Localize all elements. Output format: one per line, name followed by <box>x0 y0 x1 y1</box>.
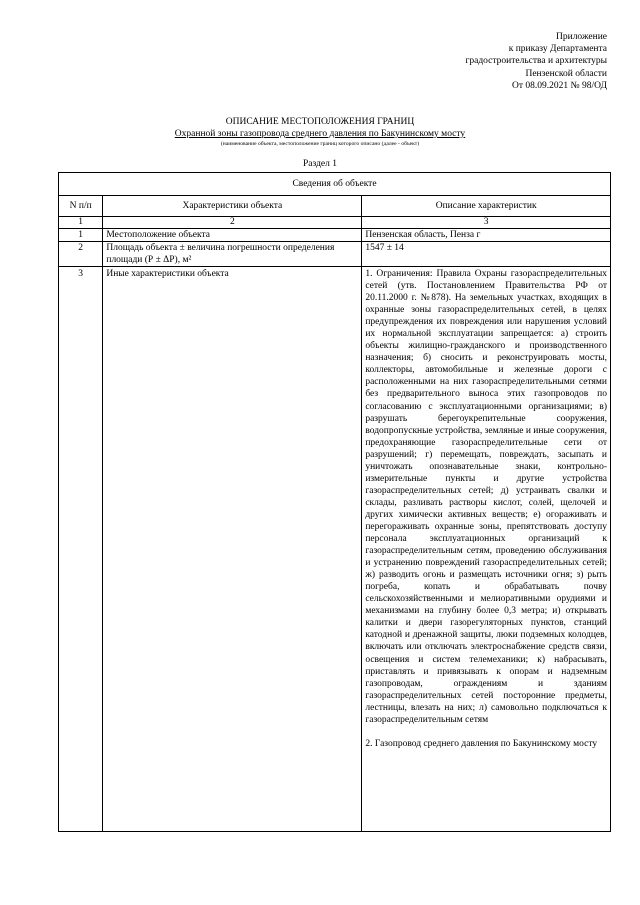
table-row <box>59 229 611 242</box>
column-number: 3 <box>362 217 611 229</box>
section-heading: Раздел 1 <box>303 159 337 169</box>
row-description: Пензенская область, Пенза г <box>362 229 611 242</box>
column-number: 2 <box>103 217 362 229</box>
appendix-block <box>465 31 607 92</box>
row-characteristic: Местоположение объекта <box>103 229 362 242</box>
table-column-numbers-row <box>59 217 611 229</box>
row-number: 2 <box>59 242 103 267</box>
appendix-order-line: От 08.09.2021 № 98/ОД <box>512 80 607 91</box>
table-caption: Сведения об объекте <box>59 173 611 196</box>
row-characteristic: Площадь объекта ± величина погрешности определения площади (Р ± ΔР), м² <box>103 242 362 267</box>
header-description: Описание характеристик <box>362 196 611 217</box>
object-note: (наименование объекта, местоположение границ которого описано (далее - объект) <box>220 141 420 147</box>
header-characteristic: Характеристики объекта <box>103 196 362 217</box>
appendix-line: градостроительства и архитектуры <box>465 56 607 67</box>
row-description-cell <box>362 267 611 832</box>
document-title: ОПИСАНИЕ МЕСТОПОЛОЖЕНИЯ ГРАНИЦ <box>225 117 415 127</box>
table-row <box>59 242 611 267</box>
table-caption-row <box>59 173 611 196</box>
appendix-line: к приказу Департамента <box>508 44 607 55</box>
appendix-line: Пензенской области <box>525 68 607 79</box>
row-characteristic: Иные характеристики объекта <box>103 267 362 832</box>
table-row <box>59 267 611 832</box>
object-name <box>0 128 640 140</box>
row-number: 3 <box>59 267 103 832</box>
row-number: 1 <box>59 229 103 242</box>
row-description: 1547 ± 14 <box>362 242 611 267</box>
appendix-line: Приложение <box>556 32 607 42</box>
restrictions-text: 1. Ограничения: Правила Охраны газораспределительных сетей (утв. Постановлением Правительства РФ от 20.11.2000 г. №878). На земельных участках, входящих в охранные зоны газораспределительных сетей, в целях предупреждения их повреждения или нарушения условий их нормальной эксплуатации запрещается: а) строить объекты жилищно-гражданского и производственного назначения; б) сносить и реконструировать мосты, коллекторы, автомобильные и железные дороги с расположенными на них газораспределительными сетями без предварительного выноса этих газопроводов по согласованию с эксплуатационными организациями; в) разрушать берегоукрепительные сооружения, водопропускные устройства, земляные и иные сооружения, предохраняющие газораспределительные сети от разрушений; г) перемещать, повреждать, засыпать и уничтожать опознавательные знаки, контрольно-измерительные пункты и другие устройства газораспределительных сетей; д) устраивать свалки и склады, разливать растворы кислот, солей, щелочей и других химически активных веществ; е) огораживать и перегораживать охранные зоны, препятствовать доступу персонала эксплуатационных организаций к газораспределительным сетям, проведению обслуживания и устранению повреждений газораспределительных сетей; ж) разводить огонь и размещать источники огня; з) рыть погреба, копать и обрабатывать почву сельскохозяйственными и мелиоративными орудиями и механизмами на глубину более 0,3 метра; и) открывать калитки и двери газорегуляторных пунктов, станций катодной и дренажной защиты, люки подземных колодцев, включать или отключать электроснабжение средств связи, освещения и систем телемеханики; к) набрасывать, приставлять и привязывать к опорам и надземным газопроводам, ограждениям и зданиям газораспределительных сетей посторонние предметы, лестницы, влезать на них; л) самовольно подключаться к газораспределительным сетям <box>365 269 607 725</box>
table-header-row <box>59 196 611 217</box>
object-info-table <box>58 172 611 832</box>
object-name-text: Охранной зоны газопровода среднего давления по Бакунинскому мосту <box>174 129 466 139</box>
column-number: 1 <box>59 217 103 229</box>
gas-pipeline-text: 2. Газопровод среднего давления по Бакунинскому мосту <box>365 738 598 749</box>
header-number: N п/п <box>59 196 103 217</box>
